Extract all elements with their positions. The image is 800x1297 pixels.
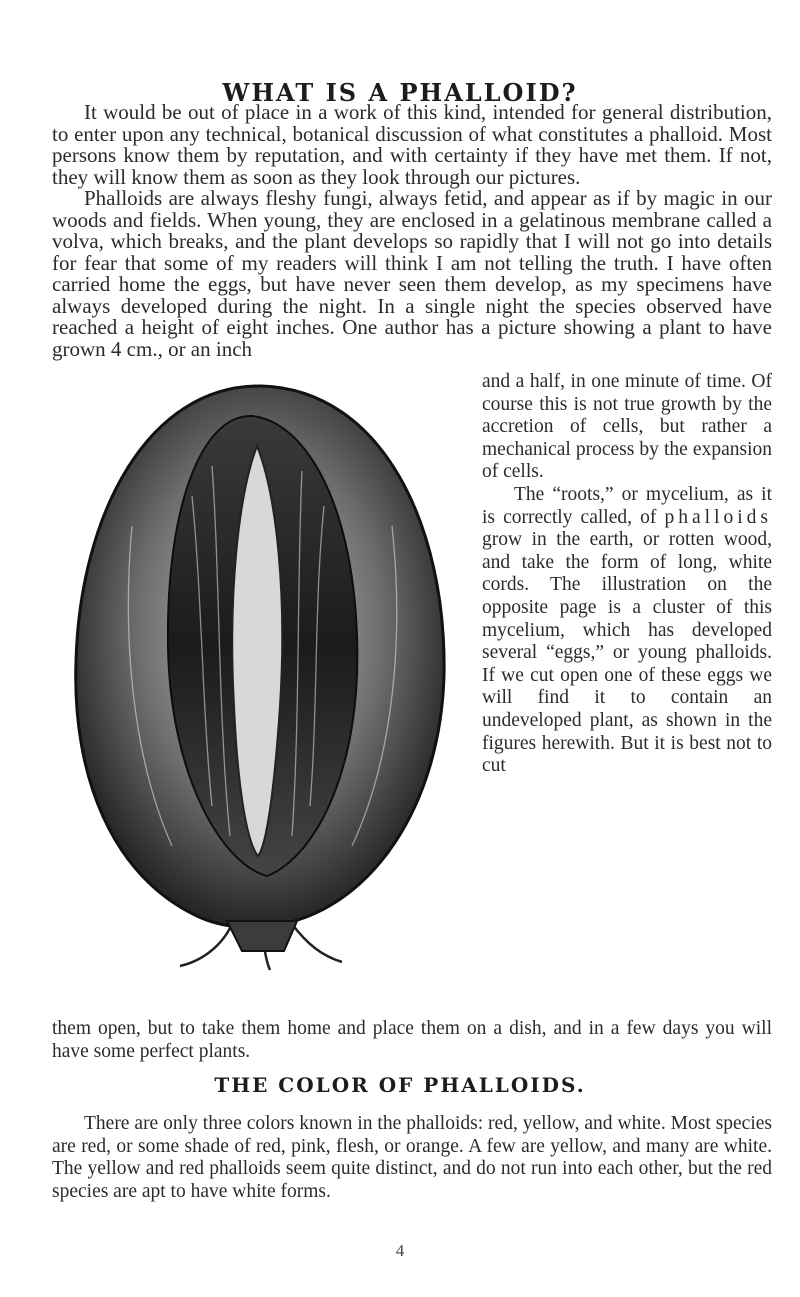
page-number: 4 xyxy=(395,1241,405,1260)
side-paragraph-1: and a half, in one minute of time. Of course this is not true growth by the accretion of cells, but rather a mechanical process by the expansion of cells. xyxy=(482,371,772,483)
color-paragraph: There are only three colors known in the phalloids: red, yellow, and white. Most species are red, or some shade of red, pink, flesh, or orange. A few are yellow, and many are white. The yellow and red phalloids seem quite distinct, and do not run into each other, but the red species are apt to have white forms. xyxy=(52,1113,772,1202)
side-paragraph-2 xyxy=(482,484,772,778)
tail-text xyxy=(52,1018,772,1063)
intro-paragraph-1: It would be out of place in a work of this kind, intended for general distribution, to enter upon any technical, botanical discussion of what constitutes a phalloid. Most persons know them by reputation, and with certainty if they have met them. If not, they will know them as soon as they look through our pictures. xyxy=(52,100,772,189)
phalloid-egg-illustration xyxy=(52,376,472,972)
intro-paragraph-2: Phalloids are always fleshy fungi, always fetid, and appear as if by magic in our woods and fields. When young, they are enclosed in a gelatinous membrane called a volva, which breaks, and the plant develops so rapidly that I will not go into details for fear that some of my readers will think I am not telling the truth. I have often carried home the eggs, but have never seen them develop, as my specimens have always developed during the night. In a single night the species observed have reached a height of eight inches. One author has a picture showing a plant to have grown 4 cm., or an inch xyxy=(52,186,772,361)
tail-paragraph: them open, but to take them home and place them on a dish, and in a few days you will have some perfect plants. xyxy=(52,1018,772,1062)
spaced-word-phalloids: phalloids xyxy=(664,506,772,528)
egg-stalk xyxy=(227,921,297,951)
color-section-text xyxy=(52,1113,772,1203)
page-title: WHAT IS A PHALLOID? xyxy=(222,78,578,107)
side-column-text xyxy=(482,371,772,778)
side-text-2b: grow in the earth, or rotten wood, and take the form of long, white cords. The illustration on the opposite page is a cluster of this mycelium, which has developed several “eggs,” or young phalloids. If we cut open one of these eggs we will find it to contain an undeveloped plant, as shown in the figures herewith. But it is best not to cut xyxy=(482,529,772,777)
intro-text xyxy=(52,102,772,360)
side-text-2a: The “roots,” or mycelium, as it is correctly called, of xyxy=(482,483,772,528)
section-heading-color: THE COLOR OF PHALLOIDS. xyxy=(214,1073,586,1097)
